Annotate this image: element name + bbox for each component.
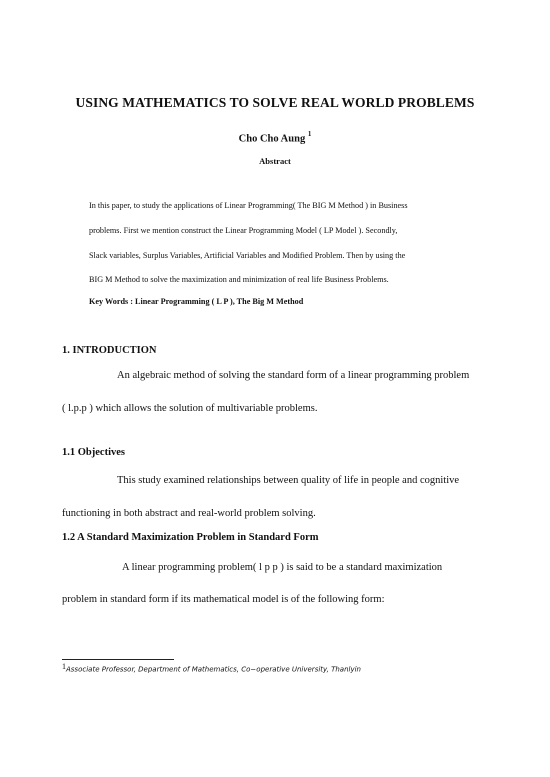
paragraph-line: This study examined relationships between quality of life in people and cognitive — [117, 475, 460, 486]
author-footnote-mark: 1 — [307, 130, 312, 138]
keywords: Key Words : Linear Programming ( L P ), The Big M Method — [89, 297, 304, 306]
paragraph-line: functioning in both abstract and real-world problem solving. — [62, 508, 316, 519]
paragraph-line: ( l.p.p ) which allows the solution of multivariable problems. — [62, 403, 318, 414]
paper-title: USING MATHEMATICS TO SOLVE REAL WORLD PROBLEMS — [75, 95, 475, 110]
abstract-heading: Abstract — [259, 156, 291, 166]
footnote-divider — [62, 659, 174, 660]
section-heading-objectives: 1.1 Objectives — [62, 447, 125, 458]
abstract-line: In this paper, to study the applications of Linear Programming( The BIG M Method ) in Business — [89, 201, 408, 210]
section-heading-introduction: 1. INTRODUCTION — [62, 345, 157, 356]
paragraph-line: A linear programming problem( l p p ) is said to be a standard maximization — [122, 562, 443, 573]
author-line — [0, 131, 550, 145]
abstract-line: problems. First we mention construct the Linear Programming Model ( LP Model ). Secondly, — [89, 226, 398, 235]
paragraph-line: An algebraic method of solving the standard form of a linear programming problem — [117, 370, 470, 381]
paragraph-line: problem in standard form if its mathematical model is of the following form: — [62, 594, 385, 605]
section-heading-standard-max: 1.2 A Standard Maximization Problem in Standard Form — [62, 532, 319, 543]
abstract-line: BIG M Method to solve the maximization and minimization of real life Business Problems. — [89, 275, 389, 284]
footnote-mark: 1 — [62, 662, 66, 671]
abstract-line: Slack variables, Surplus Variables, Artificial Variables and Modified Problem. Then by using the — [89, 251, 406, 260]
author-name: Cho Cho Aung — [238, 133, 306, 145]
footnote — [62, 661, 361, 673]
footnote-text: Associate Professor, Department of Mathematics, Co−operative University, Thanlyin — [66, 665, 361, 674]
